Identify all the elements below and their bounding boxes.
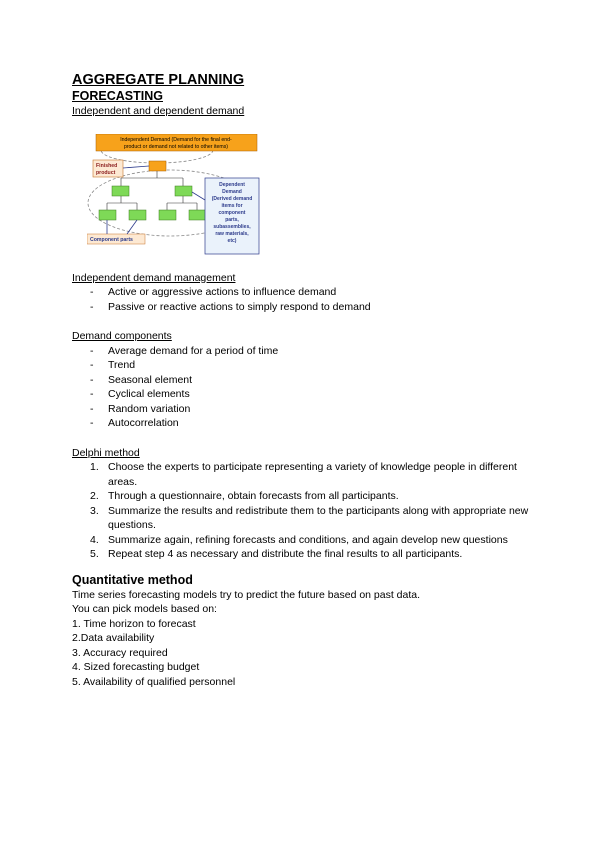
list-item: - Autocorrelation (72, 416, 542, 431)
component-node (99, 210, 116, 220)
list-item: - Active or aggressive actions to influence demand (72, 285, 542, 300)
list-item: - Random variation (72, 402, 542, 417)
demand-components-list (72, 344, 542, 431)
dependent-pointer (192, 192, 205, 200)
list-item: 2.Data availability (72, 632, 155, 644)
section-heading-demand-types: Independent and dependent demand (72, 105, 245, 117)
list-item: 2. Through a questionnaire, obtain forecasts from all participants. (90, 490, 399, 502)
subassembly-node (112, 186, 129, 196)
list-item: - Cyclical elements (72, 387, 542, 402)
section-heading-delphi: Delphi method (72, 446, 140, 459)
page-title: AGGREGATE PLANNING (72, 72, 245, 88)
section-heading-demand-components: Demand components (72, 330, 172, 342)
independent-demand-label-2: product or demand not related to other items) (123, 144, 229, 150)
component-node (189, 210, 206, 220)
svg-text:raw materials,: raw materials, (215, 231, 249, 237)
finished-product-pointer (123, 166, 149, 168)
list-item: - Passive or reactive actions to simply respond to demand (72, 300, 542, 315)
list-item: - Trend (72, 358, 542, 373)
svg-text:component: component (218, 210, 246, 216)
list-item: 1. Time horizon to forecast (72, 617, 196, 630)
svg-text:etc): etc) (227, 238, 237, 244)
finished-product-label-1: Finished (96, 163, 118, 169)
component-node (129, 210, 146, 220)
independent-demand-label-1: Independent Demand (Demand for the final end- (120, 137, 232, 143)
list-item: 4. Sized forecasting budget (72, 661, 200, 673)
list-item: - Seasonal element (72, 373, 542, 388)
delphi-steps-list (72, 460, 542, 562)
list-item: 3. Accuracy required (72, 646, 168, 659)
page-subtitle: FORECASTING (72, 89, 163, 103)
subassembly-node (175, 186, 192, 196)
list-item: 5. Repeat step 4 as necessary and distribute the final results to all participants. (90, 548, 463, 560)
section-heading-independent-management: Independent demand management (72, 271, 236, 284)
quantitative-intro: Time series forecasting models try to predict the future based on past data. (72, 588, 421, 601)
svg-text:Demand: Demand (222, 189, 242, 195)
finished-product-node (149, 161, 166, 171)
svg-text:items for: items for (221, 203, 243, 209)
list-item: - Average demand for a period of time (72, 344, 542, 359)
svg-text:subassemblies,: subassemblies, (213, 224, 251, 230)
list-item: 3. Summarize the results and redistribute them to the participants along with appropriate new questions. (90, 504, 529, 531)
demand-diagram (87, 134, 261, 258)
list-item: 1. Choose the experts to participate representing a variety of knowledge people in different areas. (90, 461, 517, 488)
section-heading-quantitative: Quantitative method (72, 572, 193, 587)
quantitative-intro-2: You can pick models based on: (72, 603, 217, 615)
svg-text:Dependent: Dependent (219, 182, 245, 188)
list-item: 5. Availability of qualified personnel (72, 675, 236, 688)
finished-product-label-2: product (96, 170, 116, 176)
list-item: 4. Summarize again, refining forecasts and conditions, and again develop new questions (90, 533, 508, 546)
component-node (159, 210, 176, 220)
svg-text:parts,: parts, (225, 217, 239, 223)
independent-management-list (72, 285, 542, 314)
component-parts-label: Component parts (90, 237, 133, 243)
svg-text:(Derived demand: (Derived demand (211, 196, 253, 202)
